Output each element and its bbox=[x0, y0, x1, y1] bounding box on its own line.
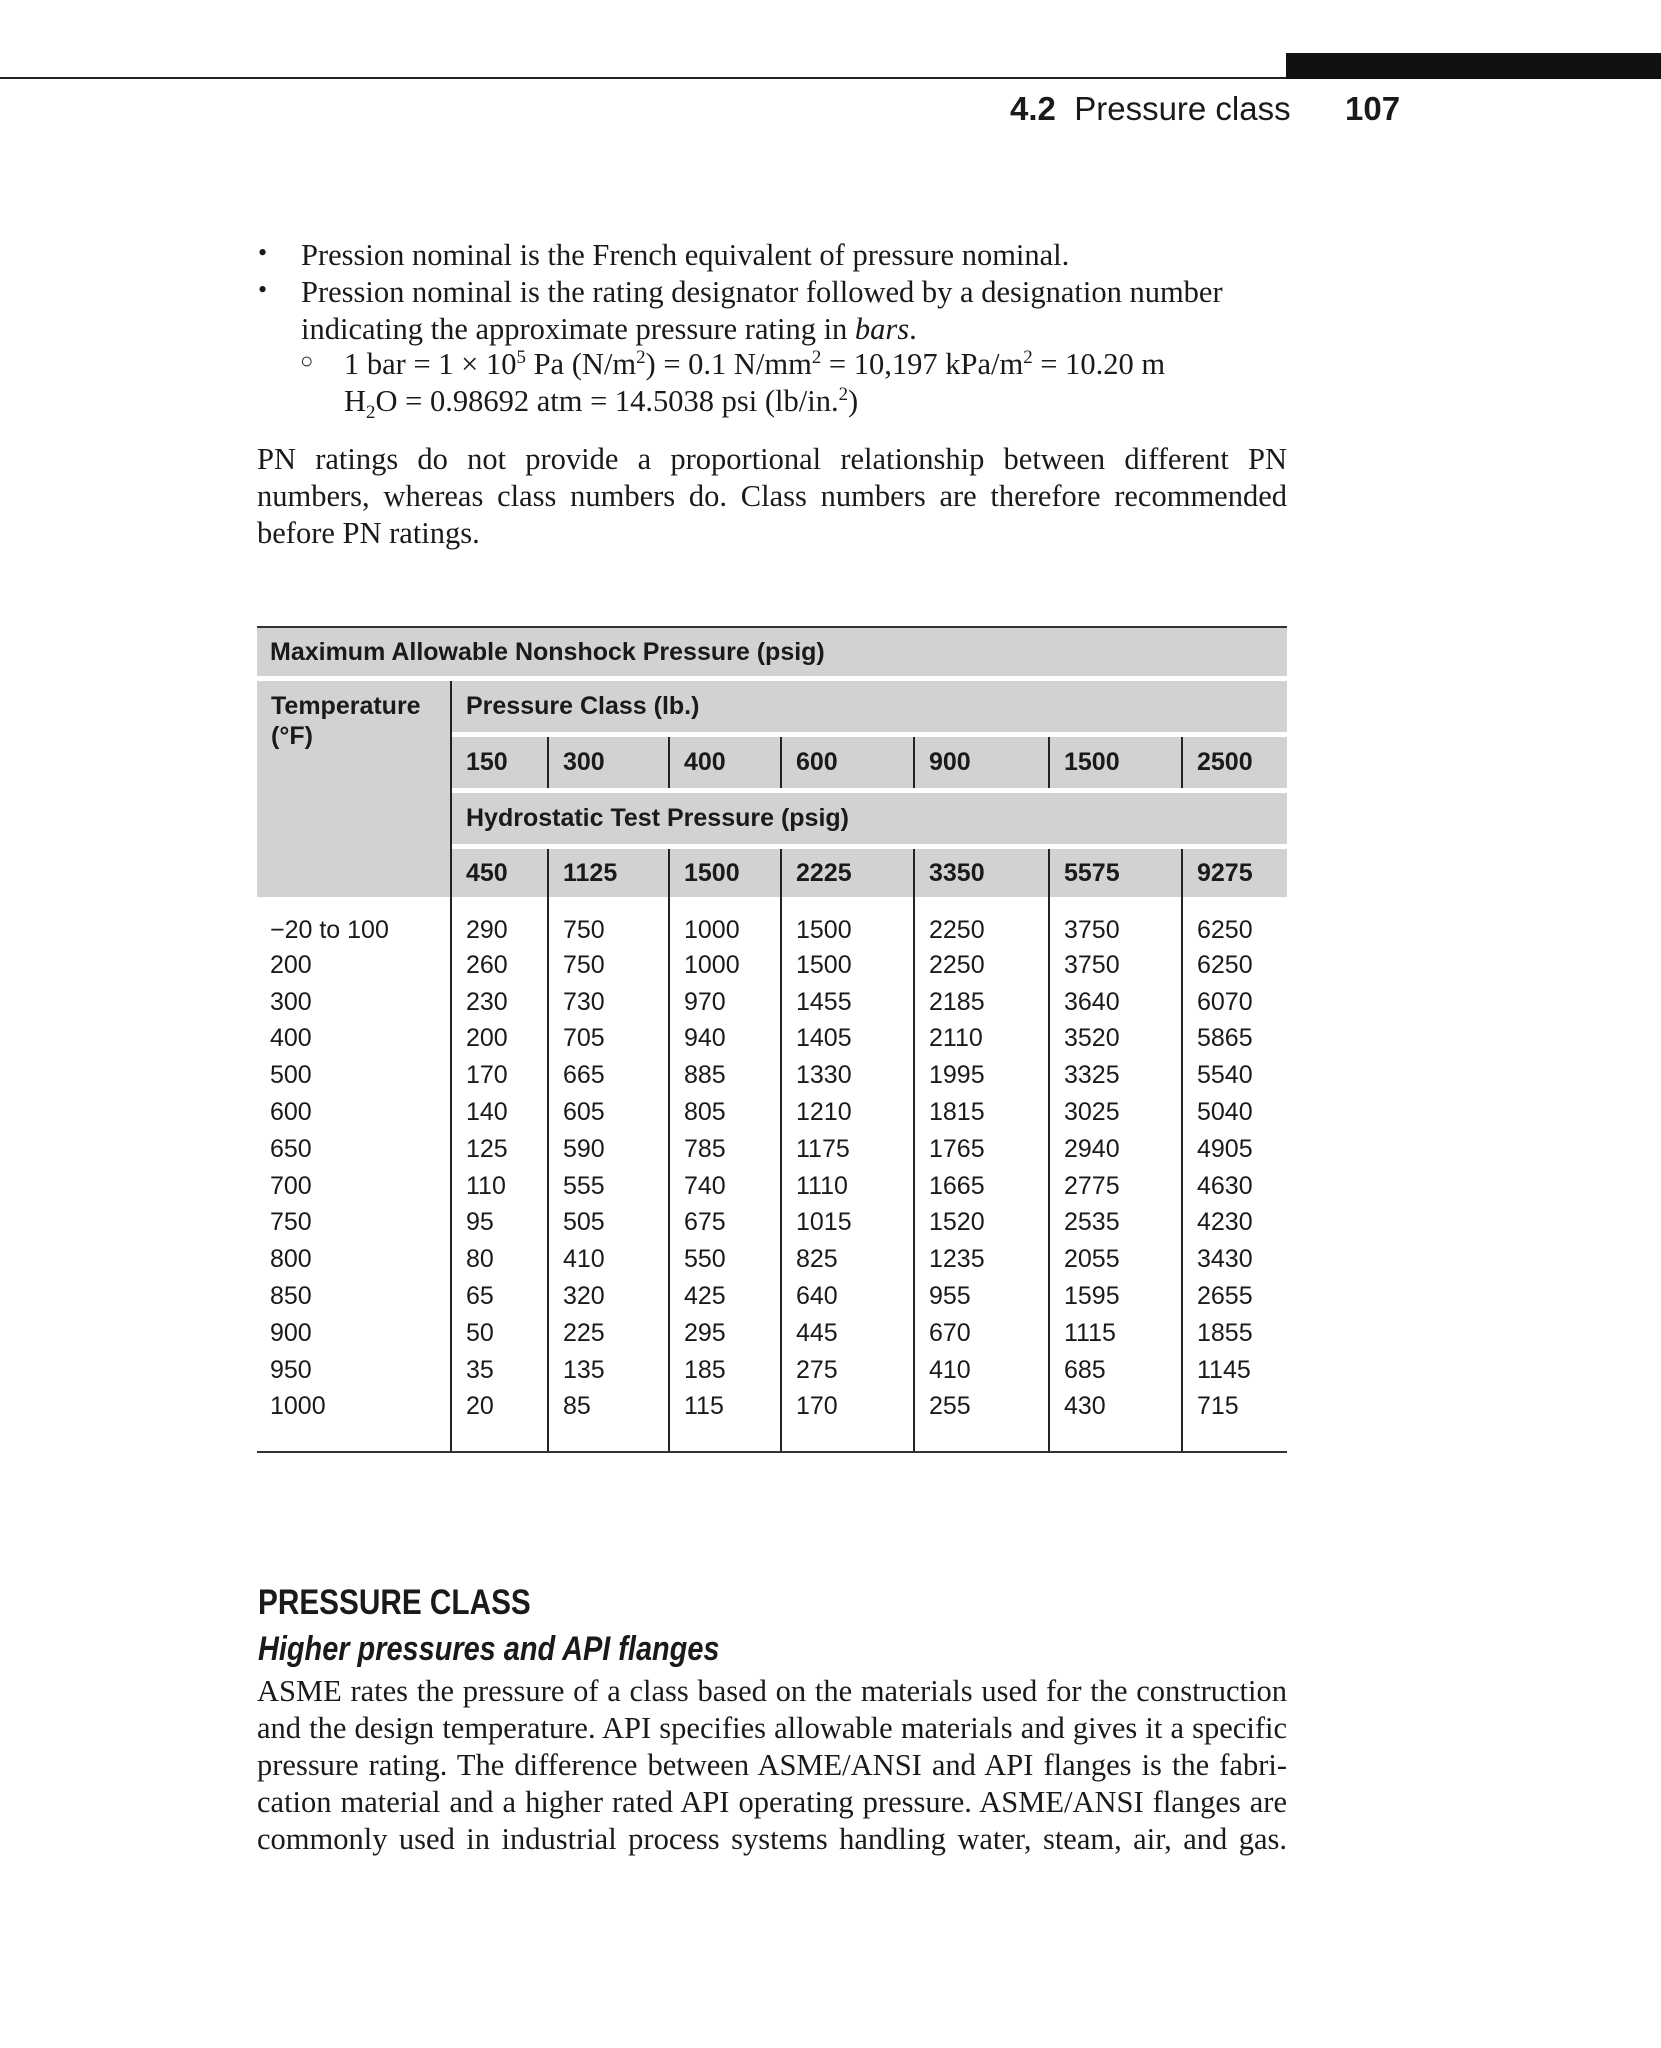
pressure-cell: 1015 bbox=[781, 1205, 914, 1242]
pressure-cell: 445 bbox=[781, 1315, 914, 1352]
pressure-cell: 2110 bbox=[914, 1021, 1049, 1058]
sub-bullet-line2: $H_2O = 0.98692$ atm = 14.5038 psi (lb/in.$^2$) bbox=[344, 383, 859, 424]
table-title: Maximum Allowable Nonshock Pressure (psig) bbox=[270, 637, 825, 666]
pressure-cell: 3430 bbox=[1182, 1241, 1287, 1278]
pressure-cell: 3640 bbox=[1049, 984, 1182, 1021]
pressure-cell: 730 bbox=[548, 984, 669, 1021]
table-row bbox=[257, 984, 1287, 1021]
pressure-cell: 3025 bbox=[1049, 1094, 1182, 1131]
pressure-table bbox=[257, 626, 1287, 1453]
temperature-cell: 750 bbox=[270, 1208, 312, 1237]
header-bar bbox=[1286, 53, 1661, 79]
temperature-cell: 200 bbox=[270, 950, 312, 979]
pressure-cell: 2535 bbox=[1049, 1205, 1182, 1242]
pressure-cell: 50 bbox=[451, 1315, 548, 1352]
pressure-cell: 3520 bbox=[1049, 1021, 1182, 1058]
pressure-cell: 275 bbox=[781, 1352, 914, 1389]
pressure-cell: 85 bbox=[548, 1389, 669, 1426]
section-number: 4.2 bbox=[1010, 90, 1056, 127]
table-row bbox=[257, 947, 1287, 984]
pressure-cell: 970 bbox=[669, 984, 781, 1021]
pressure-cell: 410 bbox=[548, 1241, 669, 1278]
pressure-cell: 320 bbox=[548, 1278, 669, 1315]
table-row bbox=[257, 1352, 1287, 1389]
paragraph-line: ASME rates the pressure of a class based on the materials used for the construction bbox=[257, 1674, 1287, 1708]
pressure-cell: 1210 bbox=[781, 1094, 914, 1131]
pressure-cell: 225 bbox=[548, 1315, 669, 1352]
temperature-cell: 900 bbox=[270, 1318, 312, 1347]
pressure-cell: 2250 bbox=[914, 947, 1049, 984]
pressure-cell: 115 bbox=[669, 1389, 781, 1426]
pressure-cell: 95 bbox=[451, 1205, 548, 1242]
pressure-cell: 4230 bbox=[1182, 1205, 1287, 1242]
pressure-cell: 5540 bbox=[1182, 1057, 1287, 1094]
temperature-cell: 950 bbox=[270, 1355, 312, 1384]
pressure-class-1500: 1500 bbox=[1049, 737, 1182, 788]
pressure-cell: 260 bbox=[451, 947, 548, 984]
pressure-cell: 2250 bbox=[914, 897, 1049, 947]
pressure-class-300: 300 bbox=[548, 737, 669, 788]
pressure-cell: 1145 bbox=[1182, 1352, 1287, 1389]
pressure-cell: 590 bbox=[548, 1131, 669, 1168]
pressure-cell: 6070 bbox=[1182, 984, 1287, 1021]
pressure-cell: 230 bbox=[451, 984, 548, 1021]
pressure-cell: 295 bbox=[669, 1315, 781, 1352]
hydro-pressure-150: 450 bbox=[451, 849, 548, 897]
paragraph-line: pressure rating. The difference between ASME/ANSI and API flanges is the fabri- bbox=[257, 1748, 1287, 1782]
pressure-cell: 6250 bbox=[1182, 947, 1287, 984]
paragraph-line: commonly used in industrial process systems handling water, steam, air, and gas. bbox=[257, 1822, 1287, 1856]
pressure-cell: 1235 bbox=[914, 1241, 1049, 1278]
pressure-cell: 200 bbox=[451, 1021, 548, 1058]
pressure-cell: 1995 bbox=[914, 1057, 1049, 1094]
hydro-pressure-1500: 5575 bbox=[1049, 849, 1182, 897]
pressure-cell: 430 bbox=[1049, 1389, 1182, 1426]
pressure-cell: 35 bbox=[451, 1352, 548, 1389]
pressure-cell: 605 bbox=[548, 1094, 669, 1131]
pressure-cell: 1330 bbox=[781, 1057, 914, 1094]
pressure-cell: 2940 bbox=[1049, 1131, 1182, 1168]
pressure-cell: 1000 bbox=[669, 947, 781, 984]
pressure-cell: 425 bbox=[669, 1278, 781, 1315]
pressure-class-2500: 2500 bbox=[1182, 737, 1287, 788]
sub-bullet-line1: 1 bar = $1 \times 10^5$ Pa $(N/m^2) = 0.1$ $N/mm^2 = 10,197$ kPa/$m^2 = 10.20$ m bbox=[344, 346, 1166, 381]
temperature-cell: 1000 bbox=[270, 1392, 326, 1421]
pressure-cell: 6250 bbox=[1182, 897, 1287, 947]
pressure-cell: 955 bbox=[914, 1278, 1049, 1315]
pressure-cell: 670 bbox=[914, 1315, 1049, 1352]
pressure-cell: 1520 bbox=[914, 1205, 1049, 1242]
bullet-icon: • bbox=[258, 238, 268, 267]
pressure-class-600: 600 bbox=[781, 737, 914, 788]
pressure-class-150: 150 bbox=[451, 737, 548, 788]
pressure-cell: 1595 bbox=[1049, 1278, 1182, 1315]
hydro-pressure-300: 1125 bbox=[548, 849, 669, 897]
pressure-cell: 410 bbox=[914, 1352, 1049, 1389]
pressure-cell: 1455 bbox=[781, 984, 914, 1021]
circle-bullet-icon: ○ bbox=[300, 348, 314, 373]
pressure-cell: 940 bbox=[669, 1021, 781, 1058]
hydro-pressure-400: 1500 bbox=[669, 849, 781, 897]
pressure-cell: 170 bbox=[781, 1389, 914, 1426]
hydro-pressure-600: 2225 bbox=[781, 849, 914, 897]
pressure-cell: 550 bbox=[669, 1241, 781, 1278]
section-title-head: Pressure class bbox=[1074, 90, 1291, 127]
pressure-cell: 135 bbox=[548, 1352, 669, 1389]
table-row bbox=[257, 1021, 1287, 1058]
pressure-cell: 125 bbox=[451, 1131, 548, 1168]
bullet-2 bbox=[301, 274, 1261, 348]
pressure-cell: 4905 bbox=[1182, 1131, 1287, 1168]
pressure-cell: 1000 bbox=[669, 897, 781, 947]
table-row bbox=[257, 1131, 1287, 1168]
pressure-cell: 1765 bbox=[914, 1131, 1049, 1168]
pressure-cell: 750 bbox=[548, 897, 669, 947]
paragraph-line: cation material and a higher rated API operating pressure. ASME/ANSI flanges are bbox=[257, 1785, 1287, 1819]
paragraph-pn-ratings: PN ratings do not provide a proportional relationship between different PN numbers, whereas class numbers do. Class numbers are therefore recommended before PN ratings. bbox=[257, 442, 1287, 550]
pressure-cell: 1500 bbox=[781, 897, 914, 947]
hydrostatic-header: Hydrostatic Test Pressure (psig) bbox=[451, 793, 1287, 844]
table-row bbox=[257, 1057, 1287, 1094]
pressure-cell: 805 bbox=[669, 1094, 781, 1131]
pressure-class-900: 900 bbox=[914, 737, 1049, 788]
pressure-cell: 2655 bbox=[1182, 1278, 1287, 1315]
pressure-cell: 675 bbox=[669, 1205, 781, 1242]
bullet-2-text: Pression nominal is the rating designator followed by a designation number indicating the approximate pressure rating in bbox=[301, 275, 1223, 346]
hydro-pressure-2500: 9275 bbox=[1182, 849, 1287, 897]
pressure-cell: 20 bbox=[451, 1389, 548, 1426]
pressure-cell: 1500 bbox=[781, 947, 914, 984]
temperature-cell: 600 bbox=[270, 1098, 312, 1127]
pressure-cell: 715 bbox=[1182, 1389, 1287, 1426]
pressure-cell: 3750 bbox=[1049, 897, 1182, 947]
table-row bbox=[257, 897, 1287, 947]
pressure-cell: 3325 bbox=[1049, 1057, 1182, 1094]
temperature-cell: 400 bbox=[270, 1024, 312, 1053]
temperature-cell: 300 bbox=[270, 987, 312, 1016]
table-row bbox=[257, 1241, 1287, 1278]
temperature-header: Temperature (°F) bbox=[257, 681, 451, 897]
pressure-cell: 665 bbox=[548, 1057, 669, 1094]
bullet-2-end: . bbox=[909, 312, 917, 346]
pressure-cell: 5040 bbox=[1182, 1094, 1287, 1131]
bullet-1: Pression nominal is the French equivalent of pressure nominal. bbox=[301, 238, 1070, 272]
pressure-cell: 2055 bbox=[1049, 1241, 1182, 1278]
section-subtitle: Higher pressures and API flanges bbox=[258, 1630, 720, 1668]
pressure-cell: 640 bbox=[781, 1278, 914, 1315]
pressure-cell: 750 bbox=[548, 947, 669, 984]
pressure-cell: 185 bbox=[669, 1352, 781, 1389]
bullet-icon: • bbox=[258, 275, 268, 304]
pressure-cell: 1115 bbox=[1049, 1315, 1182, 1352]
pressure-cell: 140 bbox=[451, 1094, 548, 1131]
temperature-cell: 700 bbox=[270, 1171, 312, 1200]
hydro-pressure-900: 3350 bbox=[914, 849, 1049, 897]
pressure-class-400: 400 bbox=[669, 737, 781, 788]
pressure-cell: 2185 bbox=[914, 984, 1049, 1021]
pressure-cell: 4630 bbox=[1182, 1168, 1287, 1205]
temperature-cell: 500 bbox=[270, 1061, 312, 1090]
pressure-cell: 825 bbox=[781, 1241, 914, 1278]
pressure-cell: 3750 bbox=[1049, 947, 1182, 984]
temperature-cell: −20 to 100 bbox=[270, 916, 389, 944]
pressure-cell: 785 bbox=[669, 1131, 781, 1168]
pressure-cell: 705 bbox=[548, 1021, 669, 1058]
section-title: PRESSURE CLASS bbox=[258, 1583, 531, 1622]
pressure-cell: 1855 bbox=[1182, 1315, 1287, 1352]
pressure-cell: 685 bbox=[1049, 1352, 1182, 1389]
bullet-2-italic: bars bbox=[854, 312, 910, 346]
pressure-cell: 290 bbox=[451, 897, 548, 947]
paragraph-line: and the design temperature. API specifies allowable materials and gives it a specific bbox=[257, 1711, 1287, 1745]
pressure-cell: 65 bbox=[451, 1278, 548, 1315]
pressure-cell: 255 bbox=[914, 1389, 1049, 1426]
running-head bbox=[1010, 90, 1291, 128]
table-row bbox=[257, 1315, 1287, 1352]
pressure-cell: 1405 bbox=[781, 1021, 914, 1058]
table-row bbox=[257, 1278, 1287, 1315]
table-row bbox=[257, 1205, 1287, 1242]
pressure-cell: 1110 bbox=[781, 1168, 914, 1205]
paragraph-asme-api bbox=[257, 1673, 1287, 1858]
pressure-cell: 2775 bbox=[1049, 1168, 1182, 1205]
pressure-cell: 740 bbox=[669, 1168, 781, 1205]
pressure-cell: 80 bbox=[451, 1241, 548, 1278]
pressure-class-header: Pressure Class (lb.) bbox=[451, 681, 1287, 732]
table-row bbox=[257, 1168, 1287, 1205]
pressure-cell: 555 bbox=[548, 1168, 669, 1205]
page-number: 107 bbox=[1345, 90, 1401, 127]
pressure-cell: 1815 bbox=[914, 1094, 1049, 1131]
pressure-cell: 5865 bbox=[1182, 1021, 1287, 1058]
pressure-cell: 1175 bbox=[781, 1131, 914, 1168]
pressure-cell: 110 bbox=[451, 1168, 548, 1205]
temperature-cell: 800 bbox=[270, 1245, 312, 1274]
pressure-cell: 505 bbox=[548, 1205, 669, 1242]
pressure-cell: 1665 bbox=[914, 1168, 1049, 1205]
temperature-cell: 650 bbox=[270, 1134, 312, 1163]
pressure-cell: 170 bbox=[451, 1057, 548, 1094]
table-row bbox=[257, 1389, 1287, 1426]
temperature-cell: 850 bbox=[270, 1282, 312, 1311]
pressure-cell: 885 bbox=[669, 1057, 781, 1094]
table-row bbox=[257, 1094, 1287, 1131]
